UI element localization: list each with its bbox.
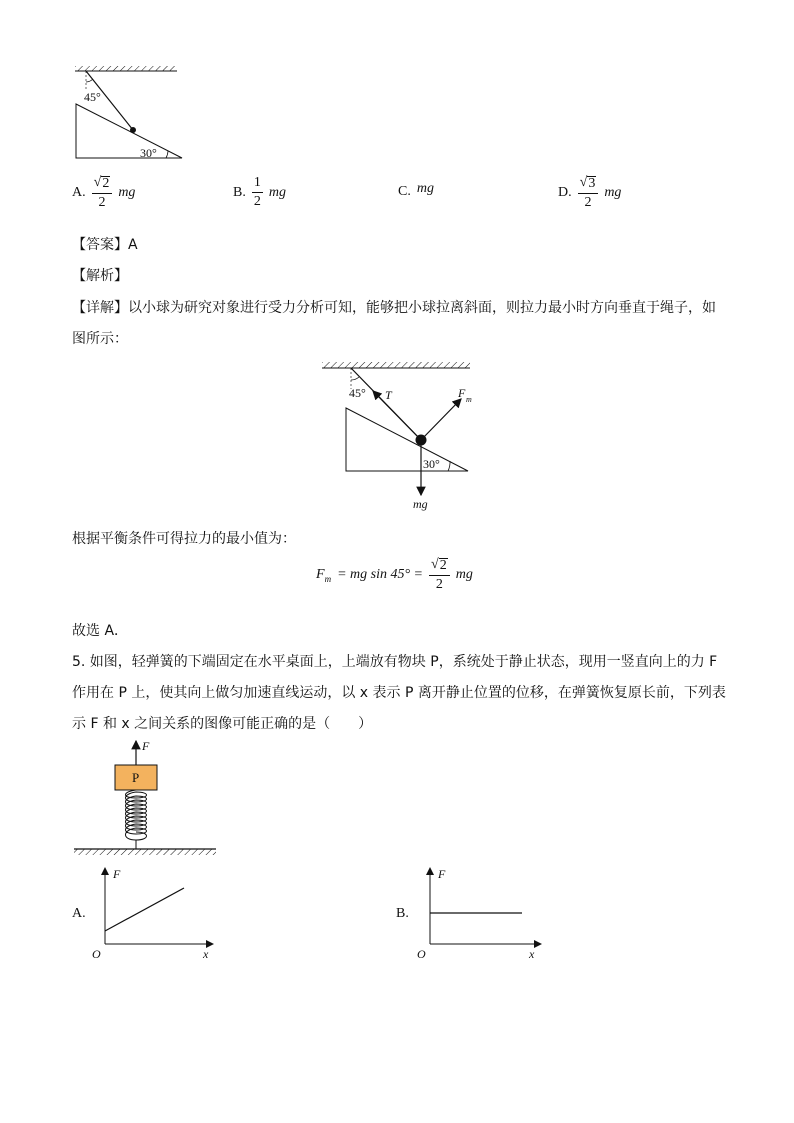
angle-45-label: 45° — [84, 90, 101, 104]
graph-a[interactable] — [88, 864, 218, 964]
force-f-label: F — [458, 386, 466, 400]
answer-tag: 【答案】 — [72, 237, 128, 253]
graph-a-y-label: F — [113, 867, 121, 881]
option-b-num: 1 — [252, 176, 263, 193]
angle-arc — [86, 79, 93, 82]
option-a-letter: A. — [72, 185, 86, 200]
force-label-f: F — [142, 739, 150, 753]
angle-30-label: 30° — [140, 146, 157, 160]
detail-line-1 — [72, 297, 716, 317]
analysis-tag: 【解析】 — [72, 268, 128, 284]
ball-2 — [416, 435, 427, 446]
conclusion: 故选 A． — [72, 623, 129, 639]
q5-line-3: 示 F 和 x 之间关系的图像可能正确的是（ ） — [72, 716, 373, 732]
graph-b-x-label: x — [529, 947, 535, 961]
formula — [316, 558, 473, 592]
option-d-den: 2 — [584, 195, 592, 210]
option-c[interactable] — [398, 181, 434, 200]
option-b-suffix: mg — [268, 184, 286, 200]
base-angle-arc — [166, 151, 168, 158]
base-angle-arc-2 — [448, 461, 450, 471]
formula-lhs: $F_m$ — [316, 566, 332, 584]
q5-line-1: 5. 如图，轻弹簧的下端固定在水平桌面上，上端放有物块 P，系统处于静止状态，现用一竖直向上的力 F — [72, 654, 718, 670]
tension-arrow — [373, 391, 421, 440]
figure-spring — [70, 736, 220, 861]
option-a-radicand: 2 — [102, 176, 110, 191]
figure-incline-small — [60, 60, 200, 170]
angle-arc-2 — [351, 377, 359, 380]
option-b[interactable] — [233, 176, 286, 209]
option-d-fraction: √ 3 2 — [578, 176, 599, 210]
table-hatch — [74, 849, 216, 855]
option-d-suffix: mg — [604, 185, 622, 200]
graph-a-x-label: x — [203, 947, 209, 961]
gravity-label: mg — [413, 497, 428, 511]
graph-b-origin: O — [417, 947, 426, 961]
option-a-suffix: mg — [118, 185, 136, 200]
formula-lhs-sub: m — [324, 573, 332, 584]
option-c-letter: C. — [398, 184, 411, 199]
detail-line-2: 图所示： — [72, 331, 128, 347]
detail-text-1: 以小球为研究对象进行受力分析可知，能够把小球拉离斜面，则拉力最小时方向垂直于绳子，如 — [128, 300, 716, 316]
option-b-den: 2 — [253, 194, 261, 209]
option-d-radicand: 3 — [588, 176, 596, 191]
figure-force-diagram — [315, 355, 485, 515]
formula-den: 2 — [435, 577, 443, 592]
formula-radicand: 2 — [439, 558, 447, 573]
option-b-fraction — [252, 176, 263, 209]
graph-b-y-label: F — [438, 867, 446, 881]
option-c-text: mg — [416, 181, 434, 196]
graph-a-origin: O — [92, 947, 101, 961]
option-a-den: 2 — [98, 195, 106, 210]
ceiling-hatch-2 — [322, 362, 470, 368]
detail-tag: 【详解】 — [72, 300, 128, 316]
option-d[interactable] — [558, 176, 621, 210]
answer-value: A — [128, 237, 138, 253]
force-fm-arrow — [421, 399, 461, 440]
graph-b-letter[interactable]: B. — [396, 906, 409, 921]
graph-b[interactable] — [413, 864, 548, 964]
angle-45-label-2: 45° — [349, 386, 366, 400]
force-f-sub: m — [466, 395, 472, 404]
graph-a-letter[interactable]: A. — [72, 906, 86, 921]
block-p-label: P — [132, 770, 140, 785]
option-a-fraction: √ 2 2 — [92, 176, 113, 210]
answer-line — [72, 234, 138, 254]
option-a[interactable] — [72, 176, 135, 210]
formula-middle: = mg sin 45° = — [337, 567, 424, 582]
ball — [130, 127, 136, 133]
tension-label: T — [385, 388, 392, 402]
option-d-letter: D. — [558, 185, 572, 200]
option-b-letter: B. — [233, 184, 246, 200]
ceiling-hatch — [75, 66, 177, 71]
incline — [76, 104, 182, 158]
formula-tail: mg — [455, 567, 473, 582]
formula-fraction: √ 2 2 — [429, 558, 450, 592]
spring-coil — [126, 790, 147, 840]
angle-30-label-2: 30° — [423, 457, 440, 471]
equilibrium-text: 根据平衡条件可得拉力的最小值为： — [72, 531, 296, 547]
graph-a-rising-line — [105, 888, 184, 931]
q5-line-2: 作用在 P 上，使其向上做匀加速直线运动，以 x 表示 P 离开静止位置的位移，在弹簧恢复原长前，下列表 — [72, 685, 726, 701]
